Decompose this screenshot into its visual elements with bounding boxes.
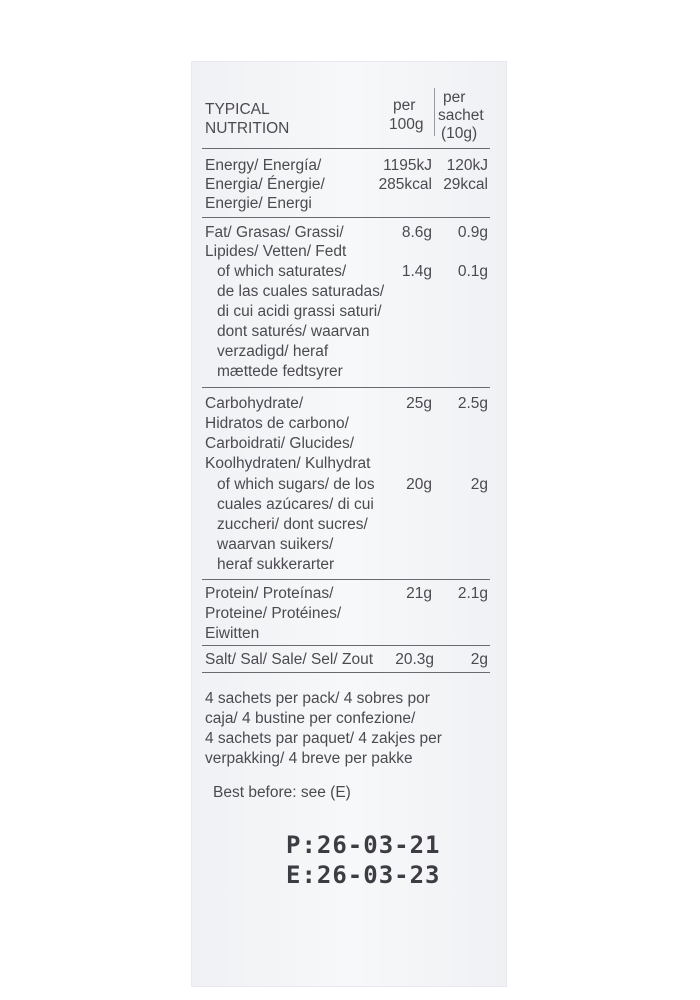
- header-persachet-line3: (10g): [441, 125, 478, 142]
- header-persachet-line2: sachet: [438, 107, 484, 124]
- energy-label-line3: Energie/ Energi: [205, 195, 312, 212]
- energy-label-line1: Energy/ Energía/: [205, 157, 322, 174]
- header-per100-line2: 100g: [389, 116, 424, 133]
- saturates-per100: 1.4g: [401, 263, 432, 280]
- rule-header: [202, 148, 490, 149]
- rule-protein: [202, 645, 490, 646]
- carb-persachet: 2.5g: [457, 395, 488, 412]
- production-date-code: P:26-03-21: [286, 831, 441, 859]
- fat-label-line1: Fat/ Grasas/ Grassi/: [205, 224, 344, 241]
- rule-fat: [202, 387, 490, 388]
- energy-persachet-kcal: 29kcal: [443, 176, 488, 193]
- fat-per100: 8.6g: [401, 224, 432, 241]
- carb-per100: 25g: [406, 395, 432, 412]
- header-persachet-line1: per: [443, 89, 466, 106]
- fat-label-line2: Lipides/ Vetten/ Fedt: [205, 243, 347, 260]
- pack-info-line3: 4 sachets par paquet/ 4 zakjes per: [205, 730, 442, 747]
- salt-per100: 20.3g: [395, 651, 434, 668]
- header-per100-line1: per: [393, 97, 416, 114]
- energy-per100-kj: 1195kJ: [383, 157, 432, 174]
- protein-per100: 21g: [406, 585, 432, 602]
- header-label-line1: TYPICAL: [205, 101, 270, 118]
- saturates-label-line2: de las cuales saturadas/: [217, 283, 385, 300]
- saturates-label-line1: of which saturates/: [217, 263, 347, 280]
- sugars-label-line1: of which sugars/ de los: [217, 476, 375, 493]
- saturates-persachet: 0.1g: [457, 263, 488, 280]
- carb-label-line1: Carbohydrate/: [205, 395, 304, 412]
- carb-label-line4: Koolhydraten/ Kulhydrat: [205, 455, 371, 472]
- sugars-label-line3: zuccheri/ dont sucres/: [217, 516, 368, 533]
- fat-persachet: 0.9g: [457, 224, 488, 241]
- saturates-label-line4: dont saturés/ waarvan: [217, 323, 370, 340]
- sugars-per100: 20g: [406, 476, 432, 493]
- protein-persachet: 2.1g: [457, 585, 488, 602]
- best-before-note: Best before: see (E): [213, 784, 351, 801]
- energy-per100-kcal: 285kcal: [378, 176, 432, 193]
- saturates-label-line6: mættede fedtsyrer: [217, 363, 343, 380]
- pack-info-line4: verpakking/ 4 breve per pakke: [205, 750, 413, 767]
- sugars-persachet: 2g: [470, 476, 488, 493]
- rule-carbohydrate: [202, 579, 490, 580]
- rule-salt: [202, 672, 490, 673]
- header-divider: [434, 88, 435, 136]
- header-label-line2: NUTRITION: [205, 120, 290, 137]
- sugars-label-line4: waarvan suikers/: [217, 536, 334, 553]
- expiry-date-code: E:26-03-23: [286, 861, 441, 889]
- salt-label: Salt/ Sal/ Sale/ Sel/ Zout: [205, 651, 374, 668]
- carb-label-line2: Hidratos de carbono/: [205, 415, 349, 432]
- sugars-label-line5: heraf sukkerarter: [217, 556, 335, 573]
- carb-label-line3: Carboidrati/ Glucides/: [205, 435, 355, 452]
- salt-persachet: 2g: [470, 651, 488, 668]
- pack-info-line2: caja/ 4 bustine per confezione/: [205, 710, 416, 727]
- saturates-label-line3: di cui acidi grassi saturi/: [217, 303, 382, 320]
- pack-info-line1: 4 sachets per pack/ 4 sobres por: [205, 690, 430, 707]
- protein-label-line1: Protein/ Proteínas/: [205, 585, 334, 602]
- energy-label-line2: Energia/ Énergie/: [205, 176, 325, 193]
- saturates-label-line5: verzadigd/ heraf: [217, 343, 329, 360]
- rule-energy: [202, 217, 490, 218]
- energy-persachet-kj: 120kJ: [446, 157, 488, 174]
- sugars-label-line2: cuales azúcares/ di cui: [217, 496, 374, 513]
- protein-label-line3: Eiwitten: [205, 625, 260, 642]
- protein-label-line2: Proteine/ Protéines/: [205, 605, 342, 622]
